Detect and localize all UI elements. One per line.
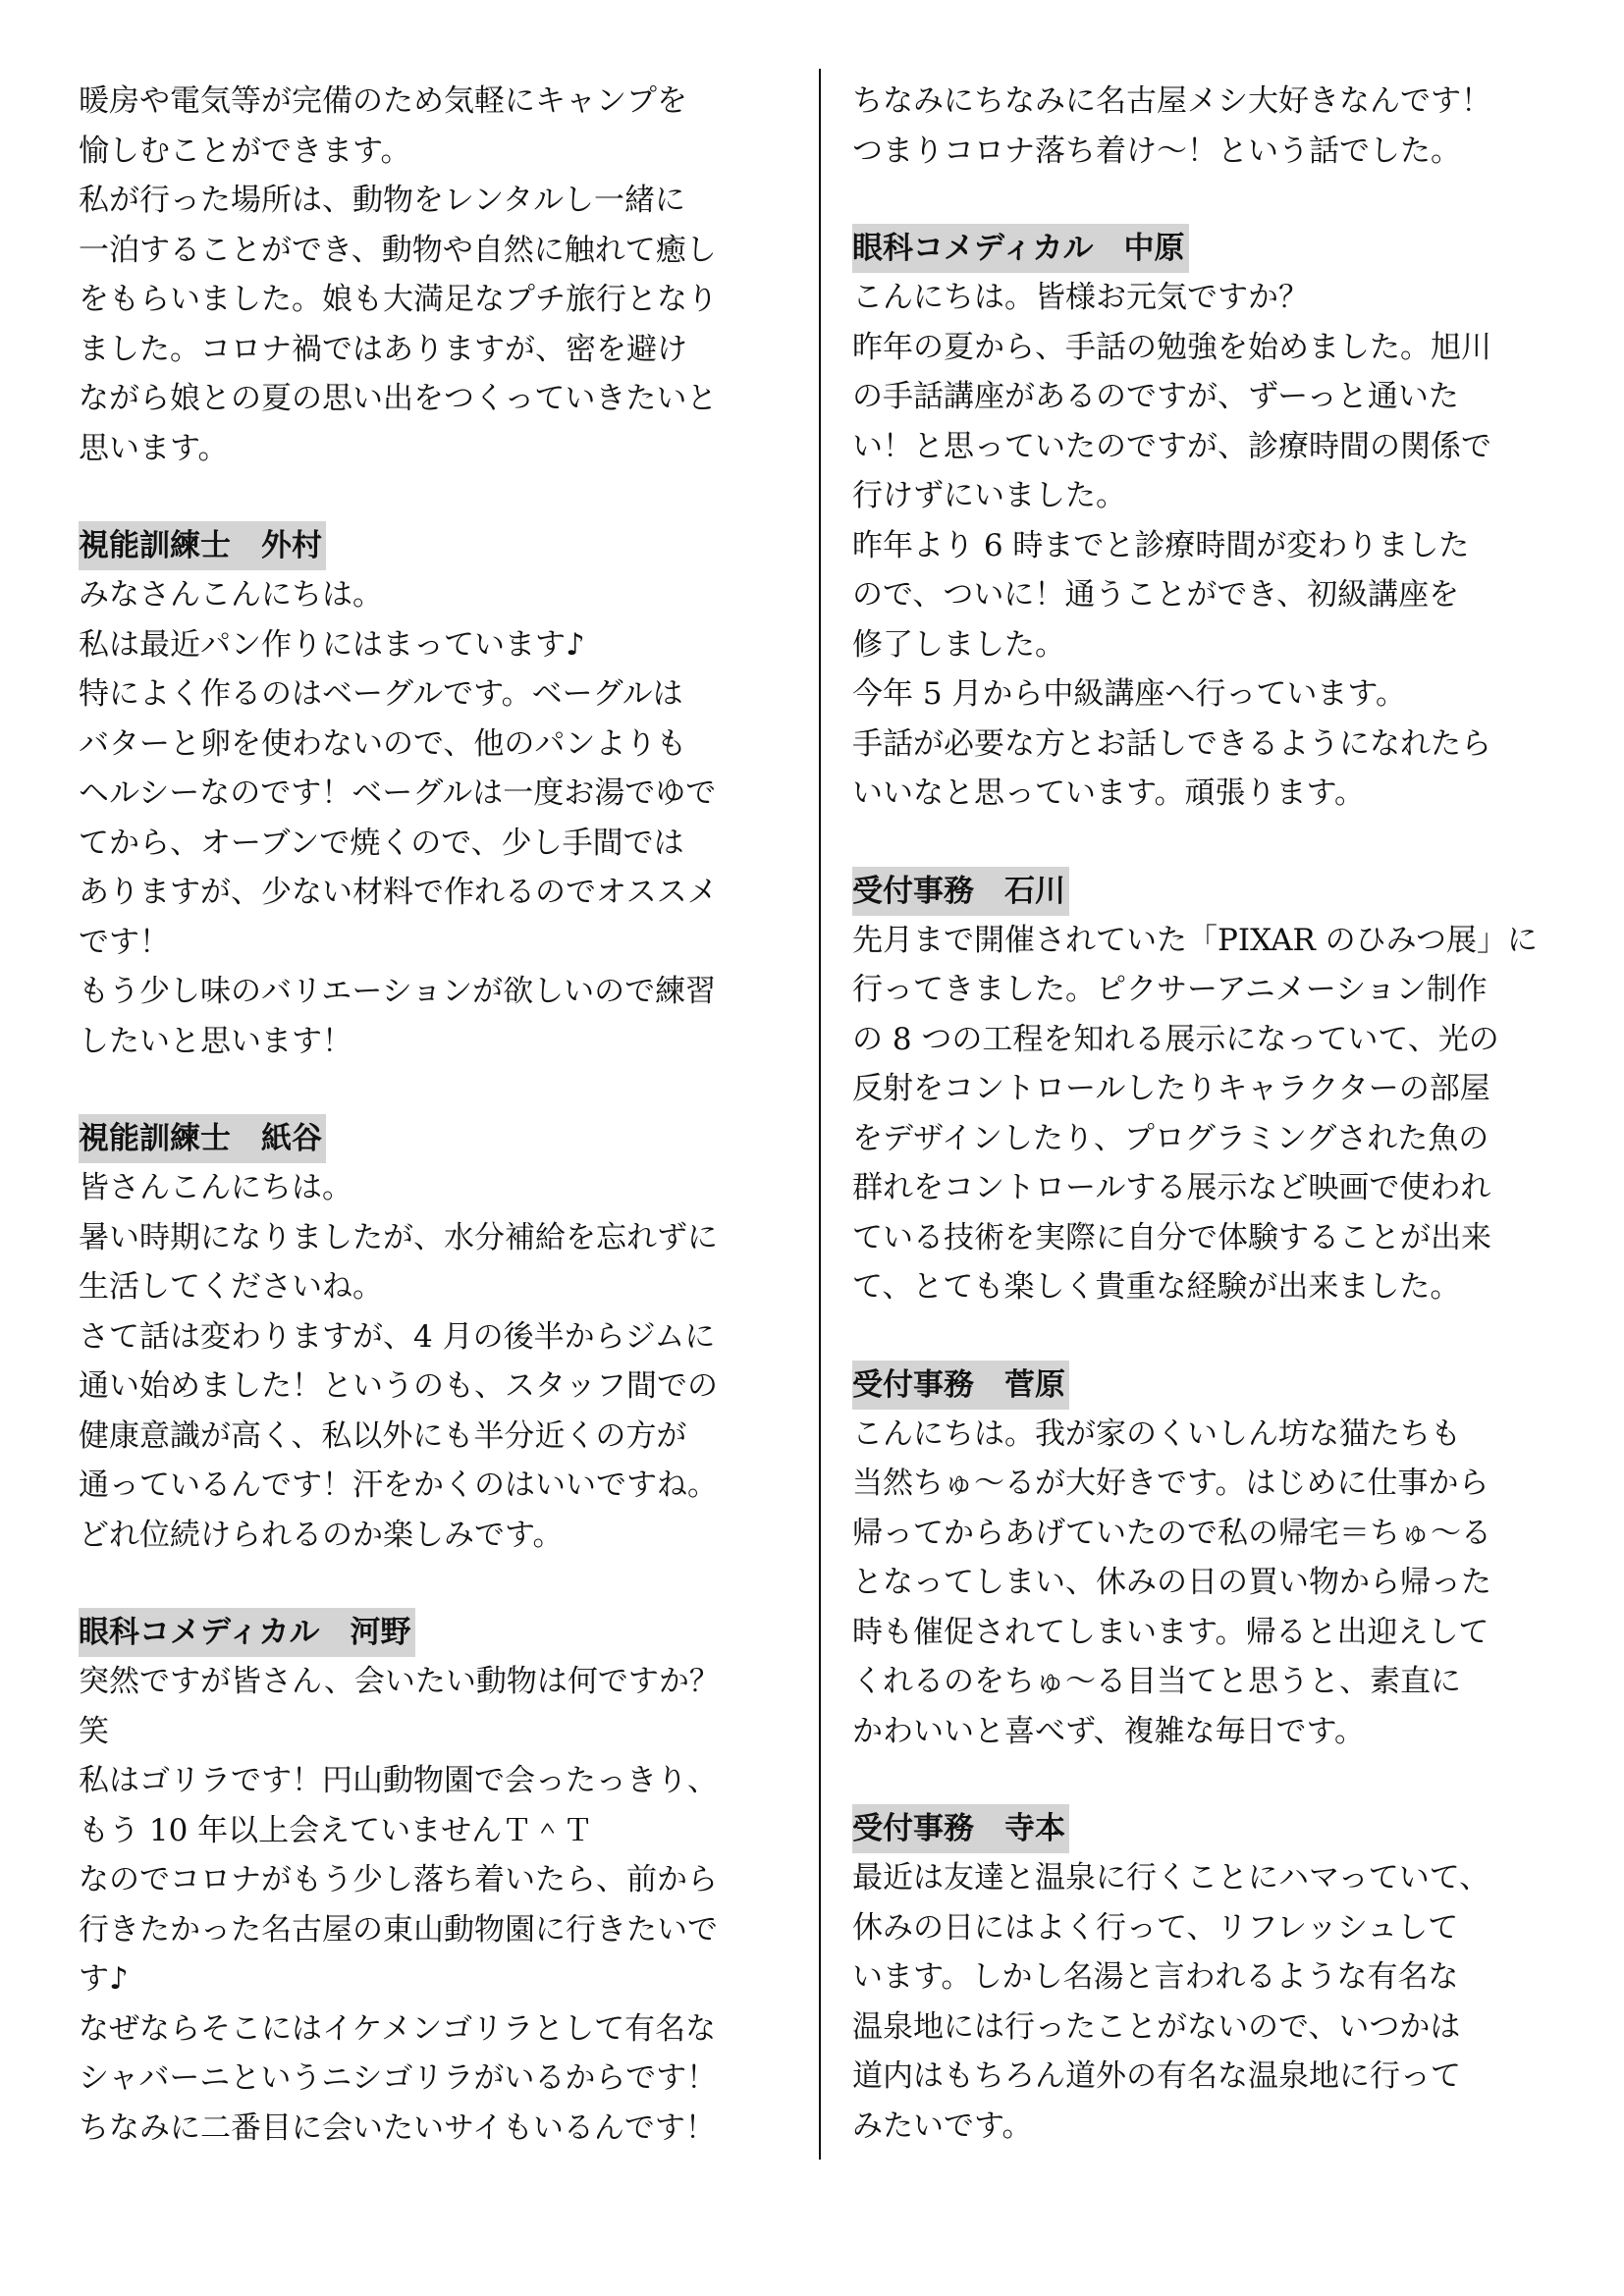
staff-message-section (79, 1608, 787, 2153)
text-line: こんにちは。皆様お元気ですか？ (852, 280, 1309, 315)
column-divider (819, 69, 821, 2160)
continued-text-section (79, 77, 787, 473)
text-line: 反射をコントロールしたりキャラクターの部屋 (852, 1071, 1490, 1106)
text-line: みたいです。 (852, 2108, 1033, 2144)
text-line: です！ (79, 924, 170, 960)
text-line: をデザインしたり、プログラミングされた魚の (852, 1120, 1489, 1156)
text-line: ました。コロナ禍ではありますが、密を避け (79, 331, 687, 367)
text-line: 休みの日にはよく行って、リフレッシュして (852, 1909, 1459, 1946)
text-line: 突然ですが皆さん、会いたい動物は何ですか？ (79, 1664, 720, 1699)
staff-heading: 眼科コメディカル 河野 (79, 1608, 415, 1657)
right-column (852, 77, 1561, 2199)
text-line: す♪ (79, 1961, 129, 1997)
text-line: 時も催促されてしまいます。帰ると出迎えして (852, 1614, 1489, 1650)
text-line: 温泉地には行ったことがないので、いつかは (852, 2008, 1461, 2045)
text-line: 生活してくださいね。 (79, 1269, 383, 1305)
text-line: 健康意識が高く、私以外にも半分近くの方が (79, 1417, 687, 1454)
staff-message-section (79, 521, 787, 1066)
text-line: 当然ちゅ～るが大好きです。はじめに仕事から (852, 1466, 1489, 1501)
text-line: 群れをコントロールする展示など映画で使われ (852, 1170, 1491, 1205)
text-line: なのでコロナがもう少し落ち着いたら、前から (79, 1862, 718, 1897)
text-line: ヘルシーなのです！ベーグルは一度お湯でゆで (79, 775, 717, 811)
text-line: の 8 つの工程を知れる展示になっていて、光の (852, 1021, 1499, 1057)
staff-message-section (852, 224, 1561, 819)
text-line: 昨年の夏から、手話の勉強を始めました。旭川 (852, 329, 1491, 365)
text-line: をもらいました。娘も大満足なプチ旅行となり (79, 282, 718, 317)
staff-message-section (852, 1361, 1561, 1757)
text-line: 昨年より 6 時までと診療時間が変わりました (852, 527, 1470, 563)
text-line: こんにちは。我が家のくいしん坊な猫たちも (852, 1415, 1461, 1452)
text-line: ている技術を実際に自分で体験することが出来 (852, 1219, 1491, 1255)
text-line: 行けずにいました。 (852, 478, 1126, 513)
text-line: 一泊することができ、動物や自然に触れて癒し (79, 232, 717, 268)
text-line: て、とても楽しく貴重な経験が出来ました。 (852, 1269, 1461, 1305)
text-line: 思います。 (79, 430, 229, 466)
text-line: 私はゴリラです！円山動物園で会ったっきり、 (79, 1763, 718, 1798)
staff-heading: 受付事務 菅原 (852, 1361, 1069, 1410)
text-line: さて話は変わりますが、4 月の後半からジムに (79, 1318, 716, 1355)
text-line: もう 10 年以上会えていませんＴ＾Ｔ (79, 1812, 594, 1848)
text-line: 皆さんこんにちは。 (79, 1170, 352, 1205)
text-line: したいと思います！ (79, 1023, 352, 1059)
left-column (79, 77, 787, 2201)
text-line: 私は最近パン作りにはまっています♪ (79, 626, 585, 663)
text-line: かわいいと喜べず、複雑な毎日です。 (852, 1713, 1366, 1749)
text-line: い！と思っていたのですが、診療時間の関係で (852, 428, 1491, 464)
text-line: みなさんこんにちは。 (79, 577, 383, 613)
text-line: もう少し味のバリエーションが欲しいので練習 (79, 974, 717, 1009)
text-line: 暑い時期になりましたが、水分補給を忘れずに (79, 1219, 718, 1255)
text-line: てから、オーブンで焼くので、少し手間では (79, 825, 684, 861)
text-line: 修了しました。 (852, 626, 1065, 663)
text-line: 最近は友達と温泉に行くことにハマっていて、 (852, 1860, 1490, 1896)
text-line: 先月まで開催されていた「PIXAR のひみつ展」に (852, 922, 1539, 958)
continued-text-section (852, 77, 1561, 176)
staff-message-section (79, 1114, 787, 1560)
text-line: どれ位続けられるのか楽しみです。 (79, 1517, 564, 1553)
text-line: 手話が必要な方とお話しできるようになれたら (852, 725, 1491, 762)
staff-heading: 視能訓練士 外村 (79, 521, 326, 570)
staff-heading: 視能訓練士 紙谷 (79, 1114, 326, 1163)
text-line: 特によく作るのはベーグルです。ベーグルは (79, 676, 683, 712)
text-line: 通っているんです！汗をかくのはいいですね。 (79, 1468, 718, 1503)
text-line: ので、ついに！通うことができ、初級講座を (852, 577, 1460, 613)
text-line: 行きたかった名古屋の東山動物園に行きたいで (79, 1911, 718, 1948)
text-line: 道内はもちろん道外の有名な温泉地に行って (852, 2058, 1461, 2094)
staff-message-section (852, 1804, 1561, 2151)
text-line: 行ってきました。ピクサーアニメーション制作 (852, 972, 1488, 1007)
text-line: くれるのをちゅ～る目当てと思うと、素直に (852, 1664, 1461, 1699)
staff-heading: 受付事務 寺本 (852, 1804, 1069, 1853)
text-line: ちなみに二番目に会いたいサイもいるんです！ (79, 2109, 716, 2146)
staff-heading: 受付事務 石川 (852, 867, 1069, 916)
text-line: 笑 (79, 1713, 109, 1749)
text-line: 私が行った場所は、動物をレンタルし一緒に (79, 183, 685, 218)
text-line: 帰ってからあげていたので私の帰宅＝ちゅ～る (852, 1515, 1491, 1551)
text-line: 今年 5 月から中級講座へ行っています。 (852, 676, 1406, 712)
staff-heading: 眼科コメディカル 中原 (852, 224, 1189, 273)
text-line: となってしまい、休みの日の買い物から帰った (852, 1565, 1491, 1600)
text-line: つまりコロナ落ち着け～！という話でした。 (852, 133, 1461, 169)
staff-message-section (852, 867, 1561, 1312)
text-line: バターと卵を使わないので、他のパンよりも (79, 725, 687, 762)
text-line: 通い始めました！というのも、スタッフ間での (79, 1368, 718, 1404)
text-line: シャバーニというニシゴリラがいるからです！ (79, 2060, 718, 2096)
text-line: なぜならそこにはイケメンゴリラとして有名な (79, 2010, 717, 2047)
text-line: の手話講座があるのですが、ずーっと通いた (852, 379, 1459, 414)
text-line: います。しかし名湯と言われるような有名な (852, 1959, 1459, 1995)
text-line: ありますが、少ない材料で作れるのでオススメ (79, 875, 718, 910)
text-line: いいなと思っています。頑張ります。 (852, 775, 1366, 811)
text-line: 暖房や電気等が完備のため気軽にキャンプを (79, 83, 687, 119)
text-line: 愉しむことができます。 (79, 133, 411, 169)
text-line: ながら娘との夏の思い出をつくっていきたいと (79, 381, 718, 416)
text-line: ちなみにちなみに名古屋メシ大好きなんです！ (852, 83, 1491, 119)
